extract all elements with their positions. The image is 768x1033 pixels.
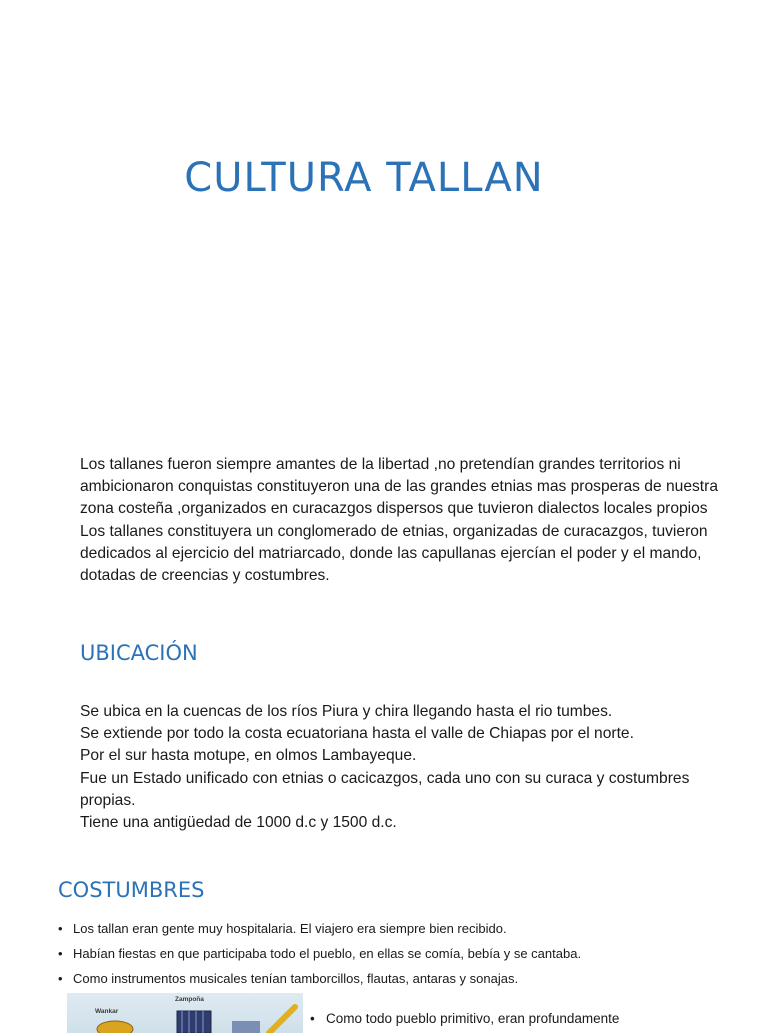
instruments-illustration: [67, 993, 303, 1033]
ubicacion-line: Tiene una antigüedad de 1000 d.c y 1500 d.c.: [80, 814, 397, 832]
ubicacion-line: Se ubica en la cuencas de los ríos Piura y chira llegando hasta el rio tumbes.: [80, 703, 613, 720]
side-bullet-list: [310, 1008, 750, 1030]
costumbres-bullet: • Los tallan eran gente muy hospitalaria. El viajero era siempre bien recibido.: [58, 916, 738, 941]
ubicacion-text: [80, 701, 720, 834]
intro-text: [80, 454, 720, 587]
costumbres-list: [58, 916, 738, 991]
intro-paragraph-1: Los tallanes fueron siempre amantes de la libertad ,no pretendían grandes territorios ni ambicionaron conquistas constituyeron una de las grandes etnias mas prosperas de nuestra zona costeña ,organizados en curacazgos dispersos que tuvieron dialectos locales propios: [80, 456, 718, 518]
intro-paragraph-2: Los tallanes constituyera un conglomerado de etnias, organizadas de curacazgos, tuvieron dedicados al ejercicio del matriarcado, donde las capullanas ejercían el poder y el mando, dotadas de creencias y costumbres.: [80, 522, 708, 585]
side-bullet-item: • Como todo pueblo primitivo, eran profundamente: [310, 1008, 750, 1030]
document-title: CULTURA TALLAN: [184, 155, 544, 201]
costumbres-heading: COSTUMBRES: [58, 878, 205, 902]
instrument-label: Zampoña: [175, 996, 204, 1003]
ubicacion-heading: UBICACIÓN: [80, 641, 198, 665]
costumbres-bullet: • Habían fiestas en que participaba todo el pueblo, en ellas se comía, bebía y se cantaba.: [58, 941, 738, 966]
costumbres-bullet: • Como instrumentos musicales tenían tamborcillos, flautas, antaras y sonajas.: [58, 966, 738, 991]
ubicacion-line: Se extiende por todo la costa ecuatoriana hasta el valle de Chiapas por el norte.: [80, 725, 634, 743]
ubicacion-line: Fue un Estado unificado con etnias o cacicazgos, cada uno con su curaca y costumbres propias.: [80, 769, 690, 809]
instrument-label: Wankar: [95, 1008, 119, 1015]
ubicacion-line: Por el sur hasta motupe, en olmos Lambayeque.: [80, 747, 417, 765]
instruments-drawing: [67, 993, 303, 1033]
